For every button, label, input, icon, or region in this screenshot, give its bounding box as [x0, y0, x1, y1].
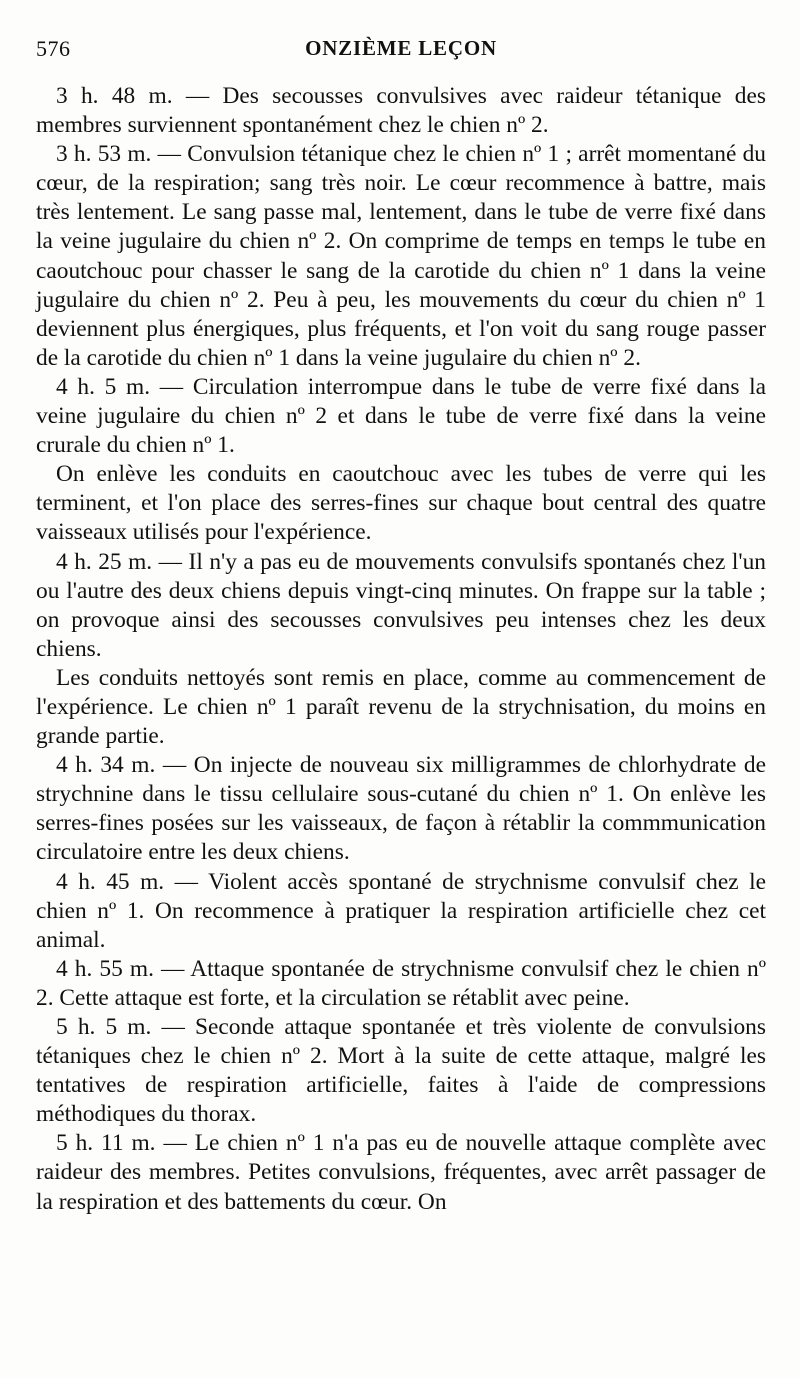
paragraph: 5 h. 5 m. — Seconde attaque spontanée et très violente de convulsions tétaniques chez le chien nº 2. Mort à la suite de cette attaque, malgré les tentatives de respiration artificielle, faites à l'aide de compressions méthodiques du thorax.	[36, 1014, 766, 1128]
paragraph: 3 h. 48 m. — Des secousses convulsives avec raideur tétanique des membres surviennent spontanément chez le chien nº 2.	[36, 83, 766, 139]
page-number: 576	[36, 36, 71, 61]
paragraph: 3 h. 53 m. — Convulsion tétanique chez le chien nº 1 ; arrêt momentané du cœur, de la respiration; sang très noir. Le cœur recommence à battre, mais très lentement. Le sang passe mal, lentement, dans le tube de verre fixé dans la veine jugulaire du chien nº 2. On comprime de temps en temps le tube en caoutchouc pour chasser le sang de la carotide du chien nº 1 dans la veine jugulaire du chien nº 2. Peu à peu, les mouvements du cœur du chien nº 1 deviennent plus énergiques, plus fréquents, et l'on voit du sang rouge passer de la carotide du chien nº 1 dans la veine jugulaire du chien nº 2.	[36, 141, 766, 371]
paragraph: 5 h. 11 m. — Le chien nº 1 n'a pas eu de nouvelle attaque complète avec raideur des membres. Petites convulsions, fréquentes, avec arrêt passager de la respiration et des battements du cœur. On	[36, 1130, 766, 1215]
page-body	[36, 82, 766, 1217]
paragraph: 4 h. 45 m. — Violent accès spontané de strychnisme convulsif chez le chien nº 1. On recommence à pratiquer la respiration artificielle chez cet animal.	[36, 868, 766, 953]
paragraph: 4 h. 5 m. — Circulation interrompue dans le tube de verre fixé dans la veine jugulaire du chien nº 2 et dans le tube de verre fixé dans la veine crurale du chien nº 1.	[36, 373, 766, 459]
page-header	[36, 36, 766, 68]
paragraph: 4 h. 34 m. — On injecte de nouveau six milligrammes de chlorhydrate de strychnine dans le tissu cellulaire sous-cutané du chien nº 1. On enlève les serres-fines posées sur les vaisseaux, de façon à rétablir la commmunication circulatoire entre les deux chiens.	[36, 752, 766, 866]
running-title: ONZIÈME LEÇON	[305, 36, 497, 60]
paragraph: Les conduits nettoyés sont remis en place, comme au commencement de l'expérience. Le chien nº 1 paraît revenu de la strychnisation, du moins en grande partie.	[36, 664, 766, 750]
paragraph: On enlève les conduits en caoutchouc avec les tubes de verre qui les terminent, et l'on place des serres-fines sur chaque bout central des quatre vaisseaux utilisés pour l'expérience.	[36, 461, 766, 546]
paragraph: 4 h. 55 m. — Attaque spontanée de strychnisme convulsif chez le chien nº 2. Cette attaque est forte, et la circulation se rétablit avec peine.	[36, 955, 766, 1011]
paragraph: 4 h. 25 m. — Il n'y a pas eu de mouvements convulsifs spontanés chez l'un ou l'autre des deux chiens depuis vingt-cinq minutes. On frappe sur la table ; on provoque ainsi des secousses convulsives peu intenses chez les deux chiens.	[36, 548, 766, 662]
